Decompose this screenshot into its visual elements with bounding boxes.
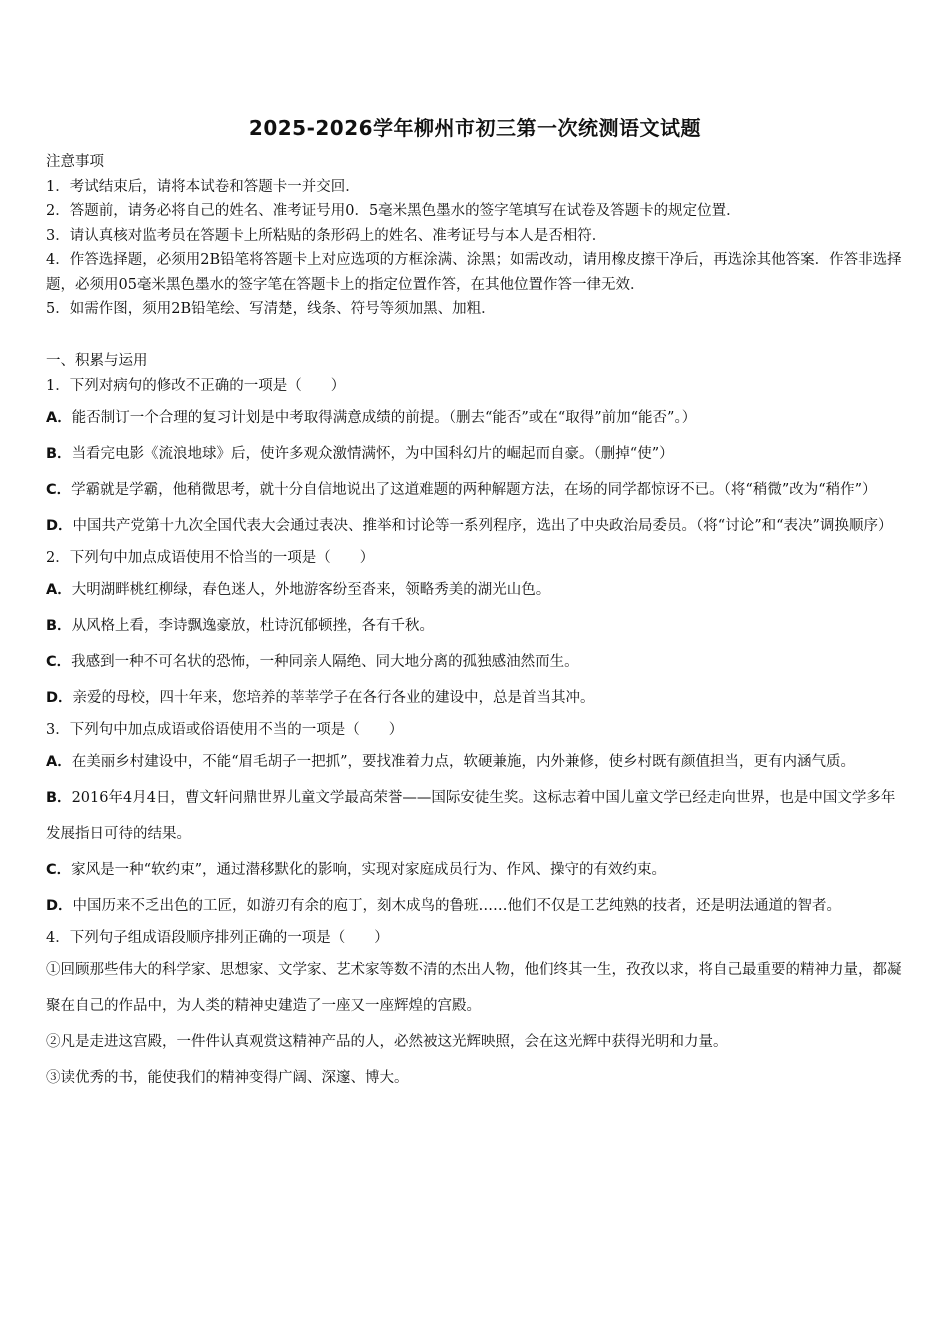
notice-heading: 注意事项 <box>46 154 104 170</box>
option-text: 家风是一种“软约束”，通过潜移默化的影响，实现对家庭成员行为、作风、操守的有效约束。 <box>71 862 666 878</box>
option-label: C． <box>46 862 72 878</box>
option-label: D． <box>46 518 73 534</box>
option-c <box>46 852 908 888</box>
option-c <box>46 472 908 508</box>
notice-section <box>46 150 908 322</box>
option-d <box>46 508 908 544</box>
question-stem: 1．下列对病句的修改不正确的一项是（ ） <box>46 378 346 394</box>
notice-item: 3．请认真核对监考员在答题卡上所粘贴的条形码上的姓名、准考证号与本人是否相符． <box>46 227 607 244</box>
option-text: 在美丽乡村建设中，不能“眉毛胡子一把抓”，要找准着力点，软硬兼施，内外兼修，使乡村既有颜值担当，更有内涵气质。 <box>71 754 856 770</box>
option-text: 中国共产党第十九次全国代表大会通过表决、推举和讨论等一系列程序，选出了中央政治局委员。（将“讨论”和“表决”调换顺序） <box>72 518 893 534</box>
question-stem: 4．下列句子组成语段顺序排列正确的一项是（ ） <box>46 930 389 946</box>
option-label: B． <box>46 618 72 634</box>
option-a <box>46 744 908 780</box>
option-label: B． <box>46 446 72 462</box>
exam-body <box>46 350 908 1096</box>
option-text: 当看完电影《流浪地球》后，使许多观众激情满怀，为中国科幻片的崛起而自豪。（删掉“使”） <box>71 446 674 462</box>
option-a <box>46 400 908 436</box>
option-text: 2016年4月4日，曹文轩问鼎世界儿童文学最高荣誉——国际安徒生奖。这标志着中国儿童文学已经走向世界，也是中国文学多年发展指日可待的结果。 <box>46 790 896 842</box>
option-text: 从风格上看，李诗飘逸豪放，杜诗沉郁顿挫，各有千秋。 <box>71 618 435 634</box>
question-stem: 3．下列句中加点成语或俗语使用不当的一项是（ ） <box>46 722 404 738</box>
option-d <box>46 680 908 716</box>
page-title: 2025-2026学年柳州市初三第一次统测语文试题 <box>248 116 702 140</box>
option-text: 大明湖畔桃红柳绿，春色迷人，外地游客纷至沓来，领略秀美的湖光山色。 <box>71 582 551 598</box>
option-text: 中国历来不乏出色的工匠，如游刃有余的庖丁，刻木成鸟的鲁班……他们不仅是工艺纯熟的技者，还是明法通道的智者。 <box>72 898 842 914</box>
option-b <box>46 608 908 644</box>
option-label: C． <box>46 482 72 498</box>
option-text: 学霸就是学霸，他稍微思考，就十分自信地说出了这道难题的两种解题方法，在场的同学都惊讶不已。（将“稍微”改为“稍作”） <box>71 482 877 498</box>
option-text: 亲爱的母校，四十年来，您培养的莘莘学子在各行各业的建设中，总是首当其冲。 <box>72 690 595 706</box>
option-a <box>46 572 908 608</box>
option-label: D． <box>46 898 73 914</box>
option-text: 我感到一种不可名状的恐怖，一种同亲人隔绝、同大地分离的孤独感油然而生。 <box>71 654 579 670</box>
notice-item: 4．作答选择题，必须用2B铅笔将答题卡上对应选项的方框涂满、涂黑；如需改动，请用橡皮擦干净后，再选涂其他答案．作答非选择题，必须用05毫米黑色墨水的签字笔在答题卡上的指定位置作答，在其他位置作答一律无效． <box>46 252 902 293</box>
option-label: A． <box>46 582 72 598</box>
option-c <box>46 644 908 680</box>
option-label: A． <box>46 410 72 426</box>
question-stem: 2．下列句中加点成语使用不恰当的一项是（ ） <box>46 550 375 566</box>
option-label: D． <box>46 690 73 706</box>
section-heading: 一、积累与运用 <box>46 353 148 369</box>
option-label: A． <box>46 754 72 770</box>
notice-item: 2．答题前，请务必将自己的姓名、准考证号用0．5毫米黑色墨水的签字笔填写在试卷及答题卡的规定位置． <box>46 203 741 219</box>
option-b <box>46 780 908 852</box>
notice-item: 1．考试结束后，请将本试卷和答题卡一并交回． <box>46 178 360 195</box>
option-d <box>46 888 908 924</box>
option-label: C． <box>46 654 72 670</box>
notice-item: 5．如需作图，须用2B铅笔绘、写清楚，线条、符号等须加黑、加粗． <box>46 301 496 317</box>
sentence-item: ①回顾那些伟大的科学家、思想家、文学家、艺术家等数不清的杰出人物，他们终其一生，孜孜以求，将自己最重要的精神力量，都凝聚在自己的作品中，为人类的精神史建造了一座又一座辉煌的宫殿。 <box>46 962 902 1014</box>
sentence-item: ②凡是走进这宫殿，一件件认真观赏这精神产品的人，必然被这光辉映照，会在这光辉中获得光明和力量。 <box>46 1034 728 1050</box>
sentence-item: ③读优秀的书，能使我们的精神变得广阔、深邃、博大。 <box>46 1070 409 1086</box>
option-text: 能否制订一个合理的复习计划是中考取得满意成绩的前提。（删去“能否”或在“取得”前加“能否”。） <box>71 410 697 426</box>
option-b <box>46 436 908 472</box>
option-label: B． <box>46 790 72 806</box>
